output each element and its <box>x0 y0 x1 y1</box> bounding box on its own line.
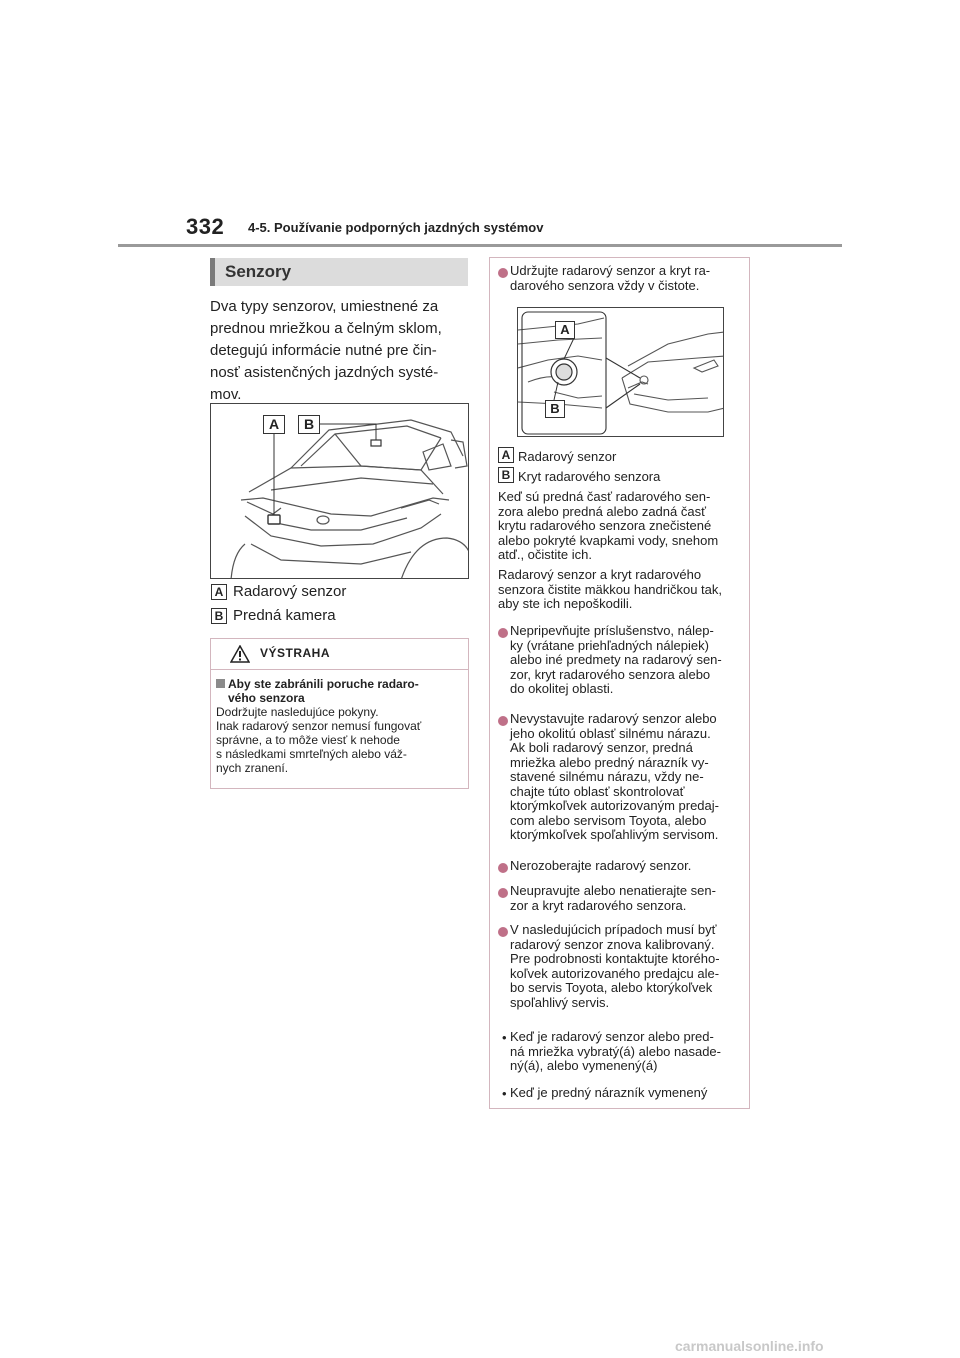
intro-line: detegujú informácie nutné pre čin- <box>210 342 437 359</box>
bullet-line: do okolitej oblasti. <box>510 681 614 696</box>
square-bullet-icon <box>216 679 225 688</box>
warning-subtitle <box>216 677 464 705</box>
bullet-line: Nevystavujte radarový senzor alebo <box>510 711 717 726</box>
cleaning-method-paragraph <box>498 568 746 612</box>
bullet-dot-icon <box>498 716 508 726</box>
legend-text: Predná kamera <box>233 607 336 624</box>
bullet-line: Ak boli radarový senzor, predná <box>510 740 693 755</box>
bullet-line: Neupravujte alebo nenatierajte sen- <box>510 883 716 898</box>
bullet-line: bo servis Toyota, alebo ktorýkoľvek <box>510 980 713 995</box>
warning-line: Dodržujte nasledujúce pokyny. <box>216 705 379 719</box>
bullet-line: zor a kryt radarového senzora. <box>510 897 687 913</box>
bullet-line: chajte túto oblasť skontrolovať <box>510 783 685 799</box>
bullet-line: radarový senzor znova kalibrovaný. <box>510 936 715 952</box>
paragraph-line: alebo pokryté kvapkami vody, snehom <box>498 532 719 548</box>
bullet-item <box>510 859 746 874</box>
warning-continuation-box <box>489 257 750 1109</box>
paragraph-line: Keď sú predná časť radarového sen- <box>498 489 711 504</box>
legend-text: Radarový senzor <box>518 449 617 464</box>
intro-line: prednou mriežkou a čelným sklom, <box>210 320 442 337</box>
chapter-title: 4-5. Používanie podporných jazdných systémov <box>248 220 544 235</box>
bullet-line: stavené silnému nárazu, vždy ne- <box>510 769 704 784</box>
legend-text: Radarový senzor <box>233 583 347 600</box>
callout-b-label: B <box>298 415 320 434</box>
legend-badge: B <box>498 467 514 483</box>
bullet-item <box>510 624 746 697</box>
bullet-line: ný(á), alebo vymenený(á) <box>510 1058 658 1073</box>
bullet-line: jeho okolitú oblasť silnému nárazu. <box>510 725 711 741</box>
warning-subtitle-line: vého senzora <box>228 691 305 705</box>
callout-a-label: A <box>263 415 285 434</box>
sub-bullet-icon: • <box>502 1030 507 1045</box>
warning-line: Inak radarový senzor nemusí fungovať <box>216 719 422 733</box>
bullet-line: Keď je predný nárazník vymenený <box>510 1085 708 1100</box>
bullet-dot-icon <box>498 863 508 873</box>
legend-badge: B <box>211 608 227 624</box>
section-heading <box>210 258 468 286</box>
warning-line: správne, a to môže viesť k nehode <box>216 733 400 747</box>
car-front-illustration <box>211 404 469 579</box>
bullet-item <box>510 923 746 1010</box>
paragraph-line: krytu radarového senzora znečistené <box>498 518 712 533</box>
bullet-line: Nepripevňujte príslušenstvo, nálep- <box>510 623 714 638</box>
warning-line: nych zranení. <box>216 761 289 775</box>
bullet-item <box>510 884 746 913</box>
legend-item <box>211 607 469 627</box>
paragraph-line: zora alebo predná alebo zadná časť <box>498 503 706 519</box>
bullet-line: koľvek autorizovaného predajcu ale- <box>510 965 720 981</box>
sub-bullet-icon: • <box>502 1086 507 1101</box>
bullet-dot-icon <box>498 888 508 898</box>
bullet-line: spoľahlivý servis. <box>510 994 610 1010</box>
warning-box <box>210 638 469 789</box>
radar-sensor-figure <box>517 307 724 437</box>
cleaning-paragraph <box>498 490 746 563</box>
intro-line: nosť asistenčných jazdných systé- <box>210 364 439 381</box>
intro-line: Dva typy senzorov, umiestnené za <box>210 298 439 315</box>
legend-text: Kryt radarového senzora <box>518 469 661 484</box>
bullet-item <box>510 264 746 293</box>
watermark: carmanualsonline.info <box>675 1338 824 1354</box>
paragraph-line: Radarový senzor a kryt radarového <box>498 567 702 582</box>
bullet-dot-icon <box>498 927 508 937</box>
bullet-line: Nerozoberajte radarový senzor. <box>510 858 692 873</box>
bullet-line: V nasledujúcich prípadoch musí byť <box>510 922 717 937</box>
warning-body <box>216 677 464 775</box>
bullet-item <box>510 712 746 843</box>
bullet-line: mriežka alebo predný nárazník vy- <box>510 754 709 770</box>
sub-bullet-item <box>510 1030 746 1074</box>
bullet-line: alebo iné predmety na radarový sen- <box>510 652 722 667</box>
bullet-dot-icon <box>498 268 508 278</box>
bullet-line: ktorýmkoľvek autorizovaným predaj- <box>510 798 719 813</box>
bullet-line: com alebo servisom Toyota, alebo <box>510 812 707 828</box>
warning-line: s následkami smrteľných alebo váž- <box>216 747 407 761</box>
sub-bullet-item <box>510 1086 746 1101</box>
bullet-dot-icon <box>498 628 508 638</box>
intro-paragraph <box>210 296 468 406</box>
paragraph-line: atď., očistite ich. <box>498 547 592 562</box>
intro-line: mov. <box>210 386 242 403</box>
legend-badge: A <box>498 447 514 463</box>
page-number: 332 <box>186 214 225 239</box>
warning-subtitle-line: Aby ste zabránili poruche radaro- <box>228 677 419 691</box>
paragraph-line: senzora čistite mäkkou handričkou tak, <box>498 581 722 597</box>
bullet-line: zor, kryt radarového senzora alebo <box>510 666 711 682</box>
bullet-line: Udržujte radarový senzor a kryt ra- <box>510 263 711 278</box>
legend-item <box>211 583 469 603</box>
warning-title: VÝSTRAHA <box>260 646 331 660</box>
bullet-line: ná mriežka vybratý(á) alebo nasade- <box>510 1043 721 1059</box>
header-divider <box>118 244 842 247</box>
warning-triangle-icon <box>230 645 250 663</box>
section-title: Senzory <box>225 262 292 281</box>
legend-badge: A <box>211 584 227 600</box>
callout-a-label: A <box>555 321 575 339</box>
warning-header <box>211 639 468 670</box>
paragraph-line: aby ste ich nepoškodili. <box>498 596 633 611</box>
bullet-line: Keď je radarový senzor alebo pred- <box>510 1029 714 1044</box>
bullet-line: ky (vrátane priehľadných nálepiek) <box>510 637 709 653</box>
callout-b-label: B <box>545 400 565 418</box>
bullet-line: Pre podrobnosti kontaktujte ktorého- <box>510 951 720 966</box>
bullet-line: darového senzora vždy v čistote. <box>510 277 700 293</box>
bullet-line: ktorýmkoľvek spoľahlivým servisom. <box>510 827 719 842</box>
car-sensors-figure <box>210 403 469 579</box>
